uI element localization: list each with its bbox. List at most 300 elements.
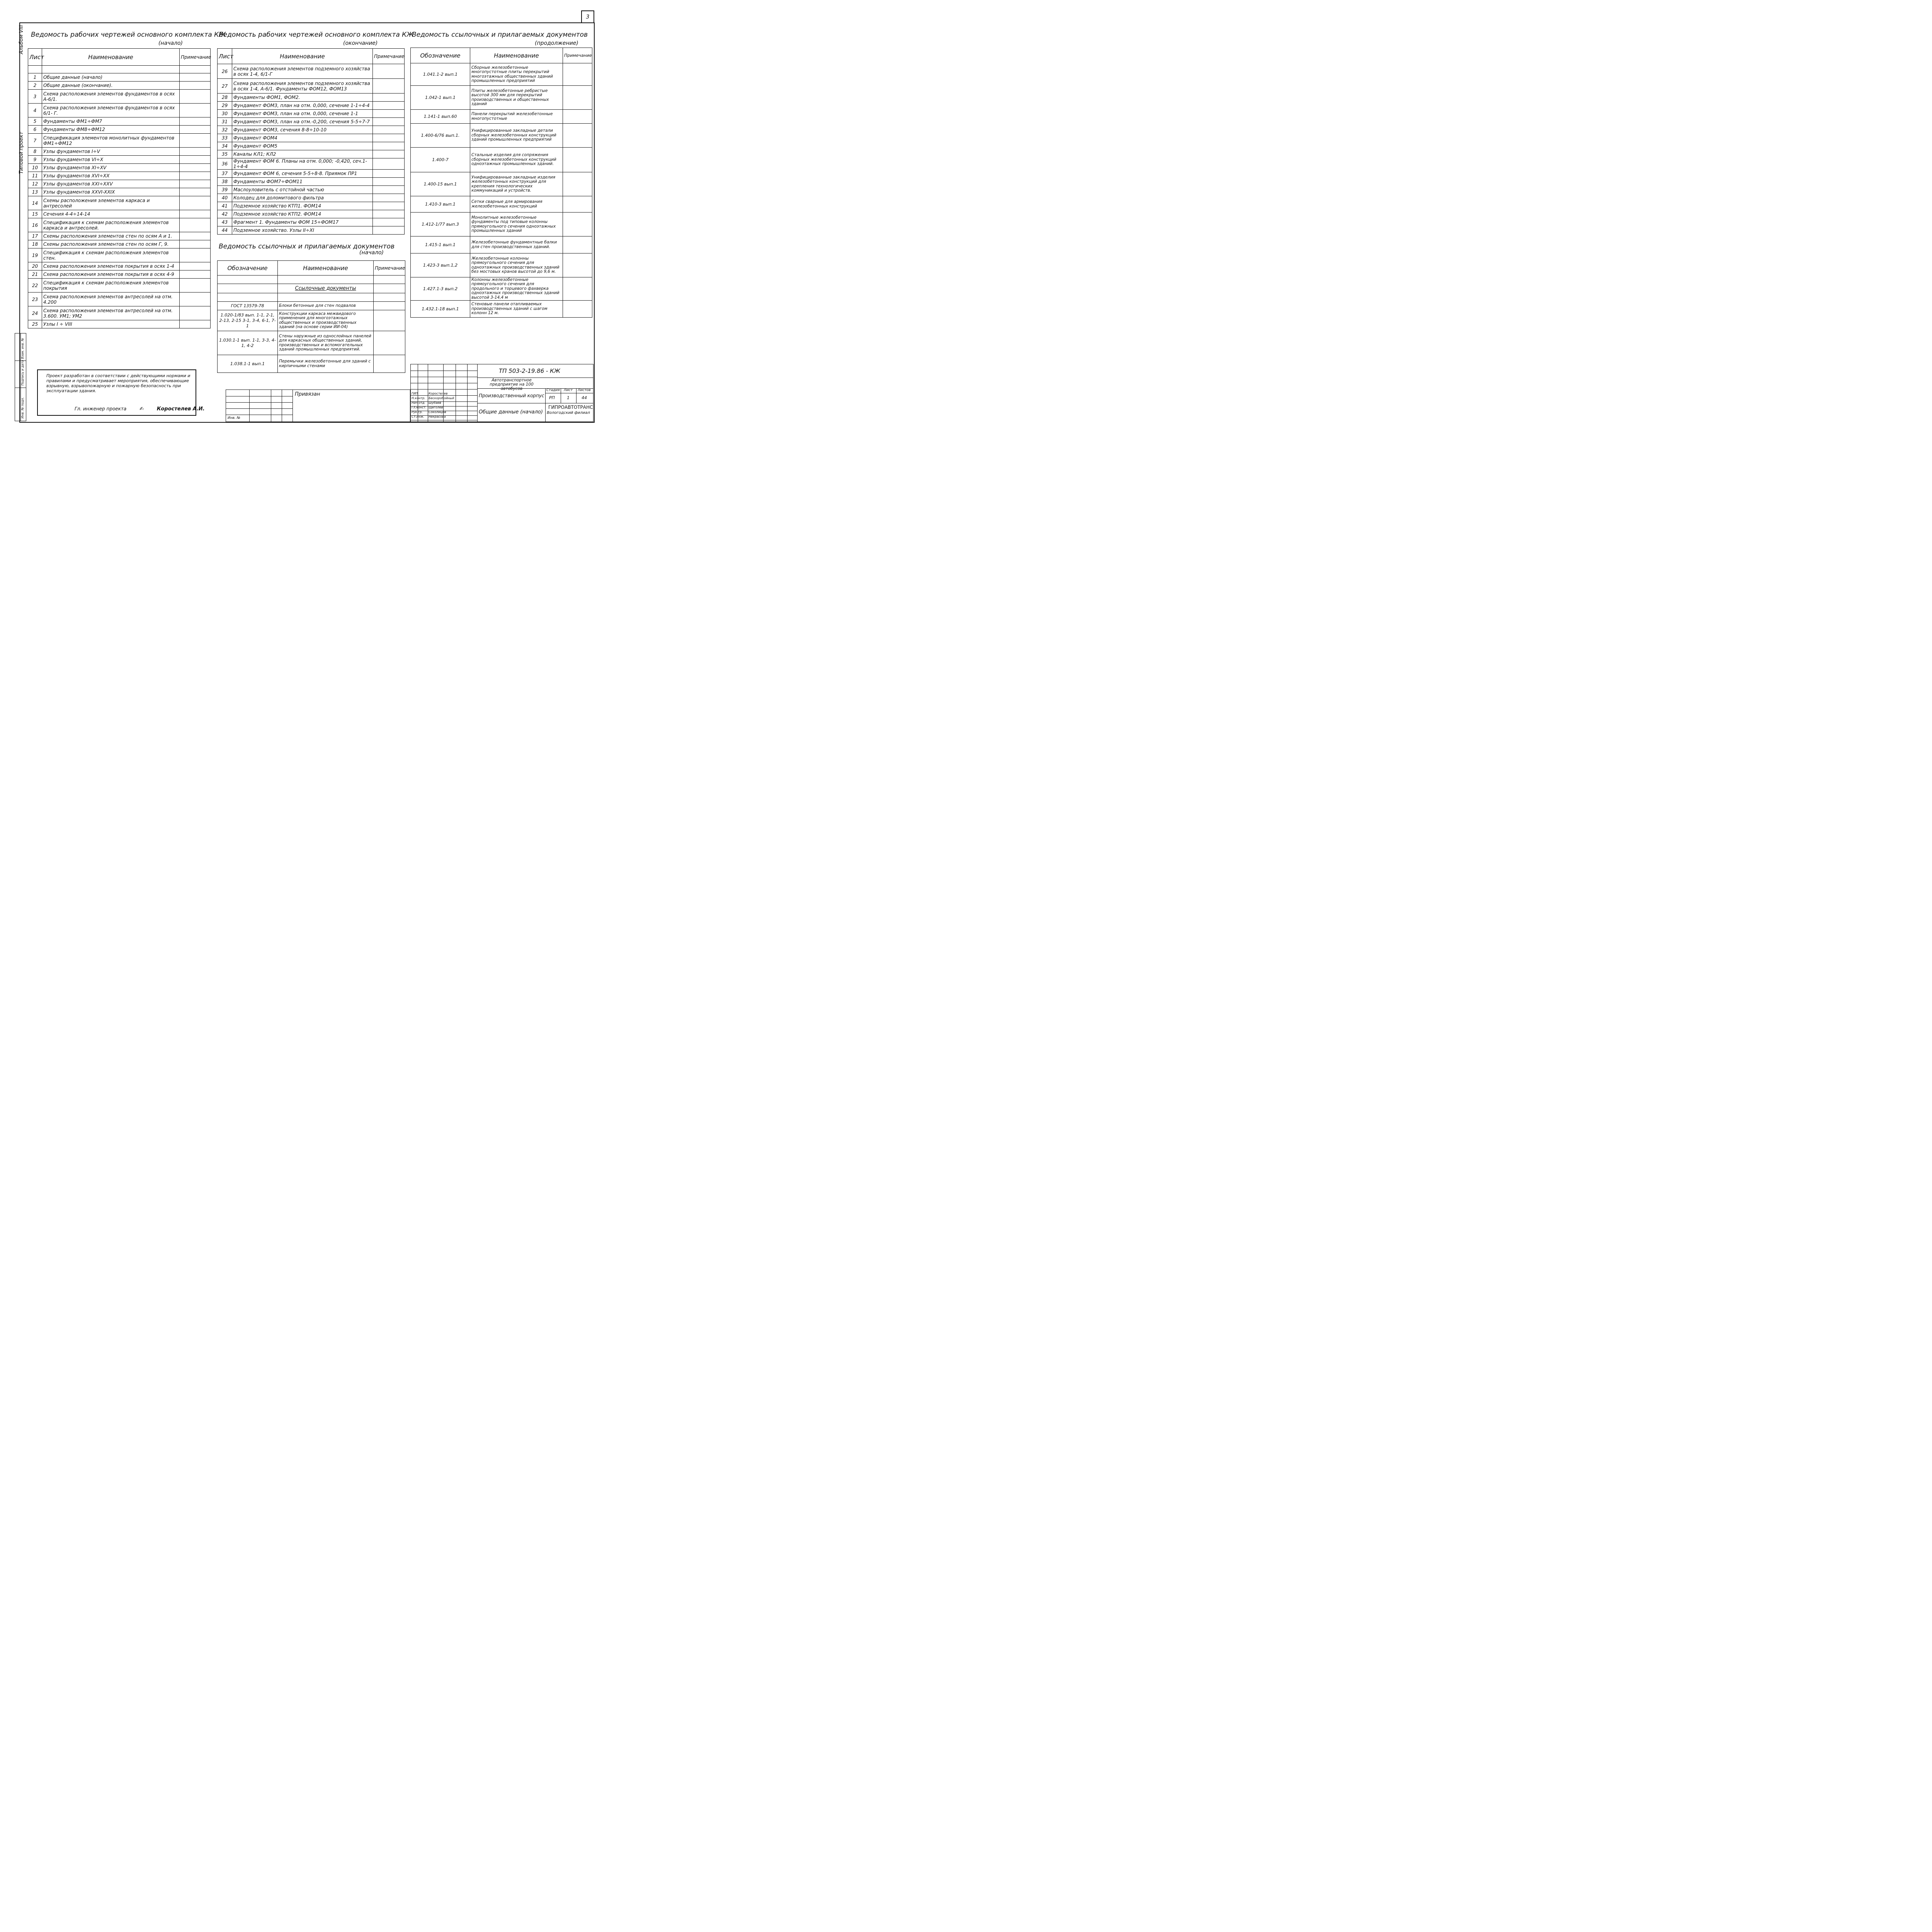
drawing-name: Схема расположения элементов фундаментов в осях 6/1- Г. <box>42 104 180 117</box>
sheet-no: 42 <box>218 210 232 218</box>
drawing-note <box>373 142 405 150</box>
doc-note <box>563 110 592 124</box>
drawing-name: Фундамент ФОМ3, план на отм.-0,200, сечения 5-5÷7-7 <box>232 118 373 126</box>
table-row <box>411 253 592 277</box>
middle-table-subtitle: (окончание) <box>343 40 378 46</box>
sheet-no: 27 <box>218 79 232 94</box>
col-sheet: Лист <box>218 49 232 64</box>
drawing-name: Схема расположения элементов покрытия в осях 4-9 <box>42 270 180 279</box>
doc-name: Колонны железобетонные прямоугольного сечения для продольного и торцевого фахверка одноэтажных производственных зданий высотой 3-14,4 м <box>470 277 563 301</box>
drawing-name: Фундаменты ФМ8÷ФМ12 <box>42 126 180 134</box>
doc-code: 1.400-15 вып.1 <box>411 172 470 196</box>
ref-start-subtitle: (начало) <box>359 250 384 256</box>
table-row <box>28 73 211 82</box>
drawing-note <box>180 232 211 240</box>
sheet-no: 36 <box>218 158 232 170</box>
drawing-name: Фундаменты ФОМ7÷ФОМ11 <box>232 178 373 186</box>
ref-cont-subtitle: (продолжение) <box>535 40 578 46</box>
drawing-name: Схема расположения элементов фундаментов в осях А-6/1. <box>42 90 180 104</box>
drawing-name: Узлы фундаментов VI÷X <box>42 156 180 164</box>
doc-note <box>563 236 592 253</box>
ref-cont-title: Ведомость ссылочных и прилагаемых документов <box>412 31 588 39</box>
drawing-note <box>180 293 211 306</box>
sheet-no: 16 <box>28 218 42 232</box>
branch-name: Вологодский филиал <box>547 411 590 415</box>
doc-name: Монолитные железобетонные фундаменты под типовые колонны прямоугольного сечения одноэтажных промышленных зданий <box>470 213 563 236</box>
staff-name: Шубаев <box>429 401 441 405</box>
sheet-no: 15 <box>28 210 42 218</box>
drawing-note <box>373 94 405 102</box>
sheet-no: 44 <box>218 226 232 235</box>
table-row <box>218 226 405 235</box>
doc-code: 1.412-1/77 вып.3 <box>411 213 470 236</box>
table-row <box>411 277 592 301</box>
sheet-no: 38 <box>218 178 232 186</box>
drawing-note <box>373 110 405 118</box>
doc-code: 1.400-7 <box>411 148 470 172</box>
org-name: ГИПРОАВТОТРАНС <box>548 405 593 410</box>
middle-table-title: Ведомость рабочих чертежей основного комплекта КЖ <box>219 31 414 39</box>
doc-code: 1.038.1-1 вып.1 <box>218 355 278 373</box>
staff-role: Рук.гр. <box>412 410 423 414</box>
drawing-note <box>180 279 211 293</box>
staff-row <box>411 401 477 405</box>
signature-name: Коростелев А.И. <box>156 406 205 412</box>
doc-name: Плиты железобетонные ребристые высотой 300 мм для перекрытий производственных и общественных зданий <box>470 86 563 110</box>
sheet-no: 6 <box>28 126 42 134</box>
sheet-no: 5 <box>28 117 42 126</box>
doc-name: Железобетонные фундаментные балки для стен производственных зданий. <box>470 236 563 253</box>
doc-note <box>563 124 592 148</box>
doc-name: Стальные изделия для сопряжения сборных железобетонных конструкций одноэтажных промышленных зданий. <box>470 148 563 172</box>
drawing-name: Узлы фундаментов I÷V <box>42 148 180 156</box>
sheet-no: 9 <box>28 156 42 164</box>
staff-role: Гл.конст. <box>412 406 427 409</box>
doc-name: Панели перекрытий железобетонные многопустотные <box>470 110 563 124</box>
sheet-no: 34 <box>218 142 232 150</box>
table-row <box>218 210 405 218</box>
table-row <box>218 102 405 110</box>
table-row <box>28 210 211 218</box>
drawing-note <box>180 134 211 148</box>
drawing-name: Схема расположения элементов подземного хозяйства в осях 1-4, 6/1-Г <box>232 64 373 79</box>
drawing-note <box>373 134 405 142</box>
note-text: Проект разработан в соответствии с действующими нормами и правилами и предусматривает мероприятия, обеспечивающие взрывную, взрывопожарную и пожарную безопасность при эксплуатации здания. <box>46 373 190 393</box>
col-name: Наименование <box>470 48 563 63</box>
drawing-note <box>180 188 211 196</box>
drawing-note <box>373 186 405 194</box>
drawing-note <box>373 226 405 235</box>
table-row <box>28 232 211 240</box>
drawing-note <box>180 210 211 218</box>
table-row <box>218 310 405 331</box>
doc-code: 1.141-1 вып.60 <box>411 110 470 124</box>
sheets-label: Листов <box>578 388 591 392</box>
drawing-note <box>180 126 211 134</box>
sheet-no: 30 <box>218 110 232 118</box>
table-row <box>28 148 211 156</box>
left-drawing-table <box>28 48 211 328</box>
side-stamp-inv: Инв. № подл. <box>21 397 24 418</box>
sheet-title: Общие данные (начало) <box>479 409 543 415</box>
drawing-name: Фундамент ФОМ 6. Планы на отм. 0,000; -0,420, сеч.1-1÷4-4 <box>232 158 373 170</box>
drawing-name: Подземное хозяйство КТП2. ФОМ14 <box>232 210 373 218</box>
col-code: Обозначение <box>411 48 470 63</box>
col-note: Примечание <box>373 49 405 64</box>
drawing-name: Общие данные (начало) <box>42 73 180 82</box>
table-row <box>28 172 211 180</box>
left-table-subtitle: (начало) <box>158 40 183 46</box>
doc-note <box>563 172 592 196</box>
drawing-name: Узлы I ÷ VIII <box>42 320 180 328</box>
binding-inv: Инв. № <box>228 416 241 420</box>
doc-name: Блоки бетонные для стен подвалов <box>278 302 374 310</box>
sheet-number: 3 <box>581 10 594 23</box>
drawing-name: Фундамент ФОМ4 <box>232 134 373 142</box>
staff-role: ГИП <box>412 392 418 395</box>
drawing-note <box>373 178 405 186</box>
doc-note <box>374 302 405 310</box>
drawing-name: Схемы расположения элементов стен по осям Г, 9. <box>42 240 180 248</box>
staff-name: Соколицов <box>429 410 446 414</box>
table-row <box>411 172 592 196</box>
sheet-no: 33 <box>218 134 232 142</box>
table-row <box>218 94 405 102</box>
staff-name: Коростелев <box>429 392 448 395</box>
drawing-name: Спецификация к схемам расположения элементов покрытия <box>42 279 180 293</box>
table-row <box>28 196 211 210</box>
sheet-no: 31 <box>218 118 232 126</box>
table-row <box>28 262 211 270</box>
doc-note <box>374 310 405 331</box>
table-row <box>218 126 405 134</box>
drawing-name: Узлы фундаментов XXI÷XXV <box>42 180 180 188</box>
drawing-note <box>180 104 211 117</box>
staff-row <box>411 405 477 410</box>
doc-code: 1.030.1-1 вып. 1-1, 3-3, 4-1, 4-2 <box>218 331 278 355</box>
doc-note <box>374 355 405 373</box>
sheet-no: 11 <box>28 172 42 180</box>
doc-note <box>563 148 592 172</box>
staff-row <box>411 391 477 396</box>
doc-code: 1.042-1 вып.1 <box>411 86 470 110</box>
doc-code: 1.432.1-18 вып.1 <box>411 301 470 318</box>
col-name: Наименование <box>42 49 180 66</box>
doc-name: Сборные железобетонные многопустотные плиты перекрытий многоэтажных общественных зданий промышленных предприятий <box>470 63 563 86</box>
table-row <box>218 194 405 202</box>
drawing-name: Фундаменты ФОМ1, ФОМ2. <box>232 94 373 102</box>
drawing-note <box>180 164 211 172</box>
drawing-name: Спецификация к схемам расположения элементов стен. <box>42 248 180 262</box>
drawing-name: Схема расположения элементов антресолей на отм. 4.200 <box>42 293 180 306</box>
sheet-no: 25 <box>28 320 42 328</box>
drawing-name: Фундамент ФОМ3, план на отм. 0,000, сечение 1-1÷4-4 <box>232 102 373 110</box>
drawing-name: Подземное хозяйство КТП1. ФОМ14 <box>232 202 373 210</box>
sheets-value: 44 <box>582 395 587 400</box>
drawing-note <box>180 156 211 164</box>
sheet-no: 37 <box>218 170 232 178</box>
table-row <box>28 320 211 328</box>
drawing-note <box>180 218 211 232</box>
table-row <box>411 124 592 148</box>
table-row <box>411 213 592 236</box>
table-row <box>218 110 405 118</box>
col-code: Обозначение <box>218 261 278 276</box>
table-row <box>218 142 405 150</box>
drawing-note <box>180 172 211 180</box>
drawing-note <box>373 170 405 178</box>
drawing-note <box>373 158 405 170</box>
staff-name: Некрасова <box>429 415 446 418</box>
sheet-no: 43 <box>218 218 232 226</box>
drawing-name: Схема расположения элементов антресолей на отм. 3.600. УМ1; УМ2 <box>42 306 180 320</box>
col-note: Примечание <box>374 261 405 276</box>
drawing-name: Колодец для доломитового фильтра <box>232 194 373 202</box>
drawing-note <box>180 262 211 270</box>
drawing-note <box>180 270 211 279</box>
side-stamp <box>15 333 26 421</box>
table-row <box>218 150 405 158</box>
drawing-name: Фрагмент 1. Фундаменты ФОМ 15÷ФОМ17 <box>232 218 373 226</box>
col-sheet: Лист <box>28 49 42 66</box>
table-row <box>28 293 211 306</box>
album-label: Альбом VIII <box>19 25 24 54</box>
doc-note <box>563 213 592 236</box>
drawing-name: Узлы фундаментов XI÷XV <box>42 164 180 172</box>
project-type-label: Типовой проект <box>19 131 24 174</box>
sheet-no: 26 <box>218 64 232 79</box>
doc-name: Перемычки железобетонные для зданий с кирпичными стенами <box>278 355 374 373</box>
table-row <box>28 270 211 279</box>
table-row <box>28 164 211 172</box>
drawing-name: Фундамент ФОМ3, план на отм. 0,000, сечение 1-1 <box>232 110 373 118</box>
table-row <box>411 86 592 110</box>
sheet-no: 17 <box>28 232 42 240</box>
doc-note <box>374 331 405 355</box>
sheet-no: 12 <box>28 180 42 188</box>
drawing-note <box>373 79 405 94</box>
table-row <box>28 156 211 164</box>
drawing-name: Сечения 4-4÷14-14 <box>42 210 180 218</box>
sheet-no: 41 <box>218 202 232 210</box>
drawing-name: Узлы фундаментов XVI÷XX <box>42 172 180 180</box>
sheet-no: 35 <box>218 150 232 158</box>
drawing-name: Фундамент ФОМ 6, сечения 5-5÷8-8. Приямок ПР1 <box>232 170 373 178</box>
drawing-name: Общие данные (окончание). <box>42 82 180 90</box>
sheet-no: 40 <box>218 194 232 202</box>
doc-note <box>563 63 592 86</box>
col-note: Примечание <box>563 48 592 63</box>
table-row <box>28 279 211 293</box>
table-row <box>28 180 211 188</box>
table-row <box>411 301 592 318</box>
sheet-no: 19 <box>28 248 42 262</box>
drawing-note <box>180 90 211 104</box>
side-stamp-replace: Взам. инв. № <box>21 338 24 359</box>
doc-note <box>563 301 592 318</box>
table-row <box>28 126 211 134</box>
section-label: Ссылочные документы <box>278 284 374 293</box>
signature-role: Гл. инженер проекта <box>75 406 127 412</box>
doc-name: Сетки сварные для армирования железобетонных конструкций <box>470 196 563 213</box>
drawing-note <box>373 118 405 126</box>
middle-drawing-table <box>217 48 405 235</box>
doc-name: Стены наружные из однослойных панелей для каркасных общественных зданий, производственных и вспомогательных зданий промышленных предприятий. <box>278 331 374 355</box>
drawing-note <box>373 102 405 110</box>
project-note <box>37 369 205 416</box>
doc-code: 1.020-1/83 вып. 1-1, 2-1, 2-13, 2-15 3-1, 3-4, 6-1, 7-1 <box>218 310 278 331</box>
table-row <box>218 170 405 178</box>
drawing-name: Фундамент ФОМ5 <box>232 142 373 150</box>
table-row <box>28 104 211 117</box>
doc-name: Стеновые панели отапливаемых производственных зданий с шагом колонн 12 м. <box>470 301 563 318</box>
doc-note <box>563 86 592 110</box>
table-row <box>218 355 405 373</box>
drawing-name: Спецификация элементов монолитных фундаментов ФМ1÷ФМ12 <box>42 134 180 148</box>
staff-row <box>411 415 477 419</box>
signature-line <box>75 406 205 412</box>
drawing-note <box>180 240 211 248</box>
table-row <box>28 90 211 104</box>
drawing-name: Схемы расположения элементов каркаса и антресолей <box>42 196 180 210</box>
stage-value: РП <box>549 395 555 400</box>
staff-name: Бескоробойный <box>429 396 454 400</box>
table-row <box>218 186 405 194</box>
table-row <box>28 240 211 248</box>
drawing-name: Узлы фундаментов XXVI-XXIX <box>42 188 180 196</box>
drawing-name: Маслоуловитель с отстойной частью <box>232 186 373 194</box>
table-row <box>218 79 405 94</box>
sheet-no: 10 <box>28 164 42 172</box>
drawing-note <box>180 117 211 126</box>
doc-code: ГОСТ 13579-78 <box>218 302 278 310</box>
left-table-title: Ведомость рабочих чертежей основного комплекта КЖ <box>31 31 226 39</box>
staff-role: Ст.инж. <box>412 415 424 418</box>
ref-cont-table <box>410 48 592 318</box>
sheet-no: 18 <box>28 240 42 248</box>
doc-note <box>563 253 592 277</box>
table-row <box>218 118 405 126</box>
table-row <box>28 117 211 126</box>
drawing-name: Каналы КЛ1; КЛ2 <box>232 150 373 158</box>
sheet-no: 22 <box>28 279 42 293</box>
table-row <box>411 110 592 124</box>
doc-code: 1.423-3 вып.1,2 <box>411 253 470 277</box>
staff-role: Нач.отд. <box>412 401 425 405</box>
table-row <box>411 148 592 172</box>
sheet-no: 4 <box>28 104 42 117</box>
doc-note <box>563 277 592 301</box>
doc-code: ТП 503-2-19.86 - КЖ <box>499 367 560 374</box>
building-name: Производственный корпус <box>479 393 544 398</box>
drawing-name: Схема расположения элементов подземного хозяйства в осях 1-4, А-6/1. Фундаменты ФОМ12, ФОМ13 <box>232 79 373 94</box>
col-name: Наименование <box>232 49 373 64</box>
table-row <box>28 248 211 262</box>
ref-start-title: Ведомость ссылочных и прилагаемых документов <box>219 243 395 250</box>
drawing-name: Фундамент ФОМ3, сечения 8-8÷10-10 <box>232 126 373 134</box>
drawing-note <box>373 150 405 158</box>
table-row <box>218 178 405 186</box>
staff-role: Н.контр. <box>412 396 425 400</box>
sheet-no: 3 <box>28 90 42 104</box>
col-note: Примечание <box>180 49 211 66</box>
table-row <box>218 134 405 142</box>
table-row <box>218 202 405 210</box>
sheet-no: 39 <box>218 186 232 194</box>
doc-note <box>563 196 592 213</box>
table-row <box>218 218 405 226</box>
sheet-no: 2 <box>28 82 42 90</box>
sheet-no: 13 <box>28 188 42 196</box>
table-row <box>411 196 592 213</box>
drawing-note <box>373 64 405 79</box>
sheet-no: 7 <box>28 134 42 148</box>
drawing-note <box>180 306 211 320</box>
sheet-label: Лист <box>564 388 573 392</box>
table-row <box>411 63 592 86</box>
drawing-name: Подземное хозяйство. Узлы II÷XI <box>232 226 373 235</box>
drawing-note <box>373 126 405 134</box>
doc-code: 1.427.1-3 вып.2 <box>411 277 470 301</box>
drawing-note <box>373 218 405 226</box>
drawing-note <box>180 196 211 210</box>
table-row <box>218 158 405 170</box>
drawing-note <box>373 194 405 202</box>
drawing-note <box>180 148 211 156</box>
drawing-name: Спецификация к схемам расположения элементов каркаса и антресолей. <box>42 218 180 232</box>
side-stamp-sign: Подпись и дата <box>21 360 24 386</box>
sheet-no: 20 <box>28 262 42 270</box>
doc-code: 1.415-1 вып.1 <box>411 236 470 253</box>
table-row <box>218 331 405 355</box>
table-row <box>411 236 592 253</box>
staff-row <box>411 396 477 401</box>
table-row <box>28 82 211 90</box>
drawing-note <box>180 320 211 328</box>
signature-scribble: ✍ <box>139 406 144 412</box>
doc-name: Железобетонные колонны прямоугольного сечения для одноэтажных производственных зданий без мостовых кранов высотой до 9,6 м. <box>470 253 563 277</box>
table-row <box>28 188 211 196</box>
sheet-no: 29 <box>218 102 232 110</box>
binding-stamp <box>226 389 410 422</box>
sheet-no: 8 <box>28 148 42 156</box>
drawing-note <box>180 73 211 82</box>
table-row <box>28 134 211 148</box>
drawing-note <box>373 202 405 210</box>
sheet-no: 28 <box>218 94 232 102</box>
table-row <box>28 306 211 320</box>
ref-start-table <box>217 260 405 373</box>
drawing-name: Фундаменты ФМ1÷ФМ7 <box>42 117 180 126</box>
doc-code: 1.400-6/76 вып.1. <box>411 124 470 148</box>
title-block <box>410 364 594 422</box>
drawing-note <box>180 82 211 90</box>
drawing-name: Схема расположения элементов покрытия в осях 1-4 <box>42 262 180 270</box>
table-row <box>218 302 405 310</box>
drawing-note <box>180 180 211 188</box>
sheet-no: 21 <box>28 270 42 279</box>
doc-name: Конструкции каркаса межвидового применения для многоэтажных общественных и производственных зданий (на основе серии ИИ-04) <box>278 310 374 331</box>
col-name: Наименование <box>278 261 374 276</box>
staff-name: Щеголев <box>429 406 443 409</box>
sheet-no: 24 <box>28 306 42 320</box>
doc-name: Унифицированные закладные детали сборных железобетонных конструкций зданий промышленных предприятий <box>470 124 563 148</box>
binding-label: Привязан <box>295 391 320 397</box>
doc-code: 1.410-3 вып.1 <box>411 196 470 213</box>
project-name: Автотранспортное предприятие на 100 автобусов <box>490 378 534 391</box>
doc-name: Унифицированные закладные изделия железобетонных конструкций для крепления технологических коммуникаций и устройств. <box>470 172 563 196</box>
doc-code: 1.041.1-2 вып.1 <box>411 63 470 86</box>
